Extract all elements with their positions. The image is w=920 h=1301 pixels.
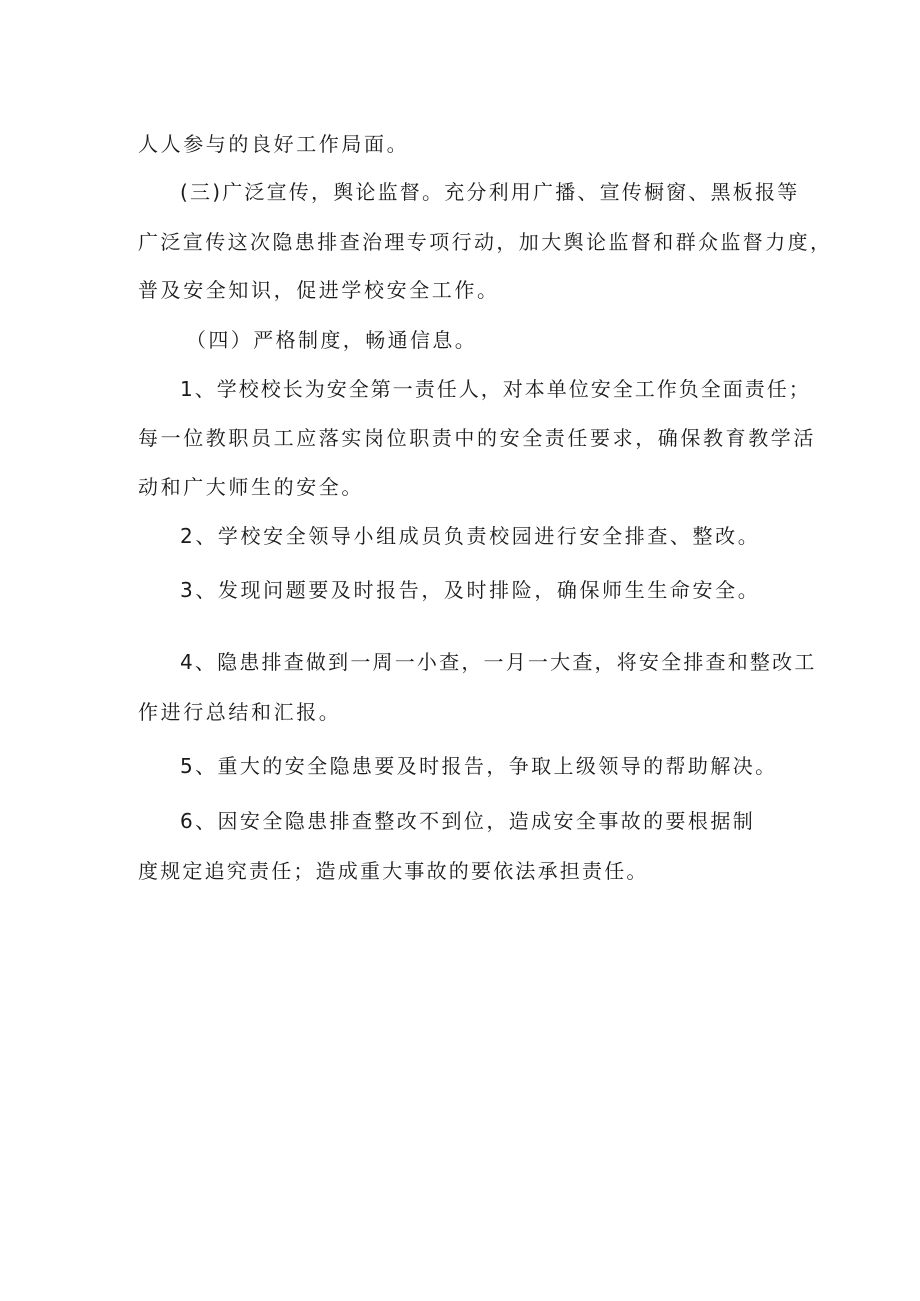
paragraph-line: 人人参与的良好工作局面。 — [138, 132, 410, 156]
list-item-5: 5、重大的安全隐患要及时报告，争取上级领导的帮助解决。 — [180, 754, 778, 778]
paragraph-line: 动和广大师生的安全。 — [138, 475, 364, 499]
paragraph-line: 广泛宣传这次隐患排查治理专项行动，加大舆论监督和群众监督力度， — [138, 230, 833, 254]
list-item-2: 2、学校安全领导小组成员负责校园进行安全排查、整改。 — [180, 524, 761, 548]
list-item-1: 1、学校校长为安全第一责任人，对本单位安全工作负全面责任； — [180, 377, 811, 401]
paragraph-line: 度规定追究责任；造成重大事故的要依法承担责任。 — [138, 859, 649, 883]
list-item-4: 4、隐患排查做到一周一小查，一月一大查，将安全排查和整改工 — [180, 650, 817, 674]
list-item-6: 6、因安全隐患排查整改不到位，造成安全事故的要根据制 — [180, 809, 756, 833]
paragraph-line: 普及安全知识，促进学校安全工作。 — [138, 278, 500, 302]
section-heading-3: (三)广泛宣传，舆论监督。充分利用广播、宣传橱窗、黑板报等 — [180, 180, 800, 204]
section-heading-4: （四）严格制度，畅通信息。 — [186, 328, 478, 352]
paragraph-line: 作进行总结和汇报。 — [138, 700, 342, 724]
list-item-3: 3、发现问题要及时报告，及时排险，确保师生生命安全。 — [180, 578, 761, 602]
paragraph-line: 每一位教职员工应落实岗位职责中的安全责任要求，确保教育教学活 — [138, 426, 816, 450]
